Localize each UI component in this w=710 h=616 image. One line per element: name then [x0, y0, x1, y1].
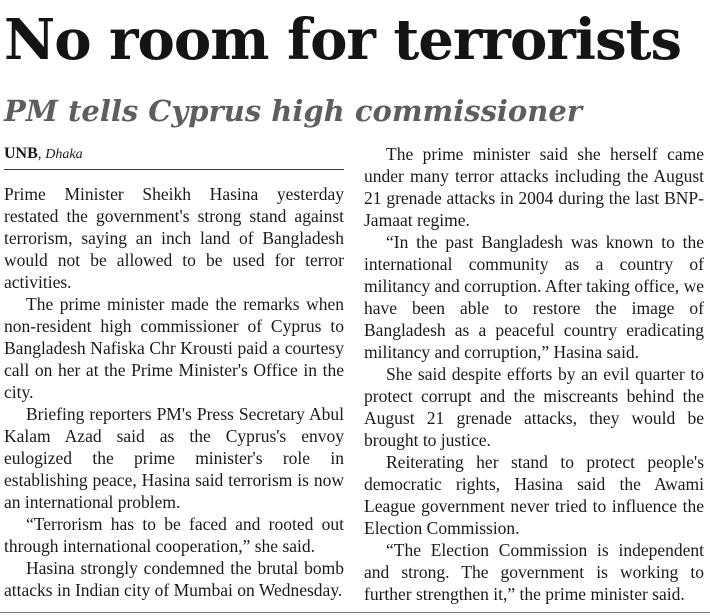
- paragraph: Reiterating her stand to protect people's democratic rights, Hasina said the Awami League government never tried to influence the Election Commission.: [364, 452, 704, 538]
- left-column: [4, 143, 344, 601]
- article-body: [0, 143, 710, 605]
- bottom-divider: [0, 612, 710, 613]
- paragraph: “In the past Bangladesh was known to the international community as a country of militancy and corruption. After taking office, we have been able to restore the image of Bangladesh as a peaceful country eradicating militancy and corruption,” Hasina said.: [364, 232, 704, 362]
- paragraph: She said despite efforts by an evil quarter to protect corrupt and the miscreants behind the August 21 grenade attacks, they would be brought to justice.: [364, 364, 704, 450]
- byline-location: Dhaka: [45, 147, 83, 162]
- right-column: [364, 143, 704, 605]
- byline-separator: ,: [37, 146, 46, 162]
- byline-agency: UNB: [4, 145, 38, 162]
- paragraph: “Terrorism has to be faced and rooted out through international cooperation,” she said.: [4, 514, 344, 556]
- paragraph: “The Election Commission is independent and strong. The government is working to further strengthen it,” the prime minister said.: [364, 540, 704, 604]
- paragraph: The prime minister said she herself came under many terror attacks including the August 21 grenade attacks in 2004 during the last BNP-Jamaat regime.: [364, 144, 704, 230]
- byline: [4, 143, 344, 170]
- headline: No room for terrorists: [4, 7, 681, 73]
- paragraph: The prime minister made the remarks when non-resident high commissioner of Cyprus to Bangladesh Nafiska Chr Krousti paid a courtesy call on her at the Prime Minister's Office in the city.: [4, 294, 344, 402]
- paragraph: Briefing reporters PM's Press Secretary Abul Kalam Azad said as the Cyprus's envoy eulogized the prime minister's role in establishing peace, Hasina said terrorism is now an international problem.: [4, 404, 344, 512]
- paragraph: Hasina strongly condemned the brutal bomb attacks in Indian city of Mumbai on Wednesday.: [4, 558, 344, 600]
- subheadline: PM tells Cyprus high commissioner: [4, 94, 583, 128]
- paragraph: Prime Minister Sheikh Hasina yesterday restated the government's strong stand against terrorism, saying an inch land of Bangladesh would not be allowed to be used for terror activities.: [4, 184, 344, 292]
